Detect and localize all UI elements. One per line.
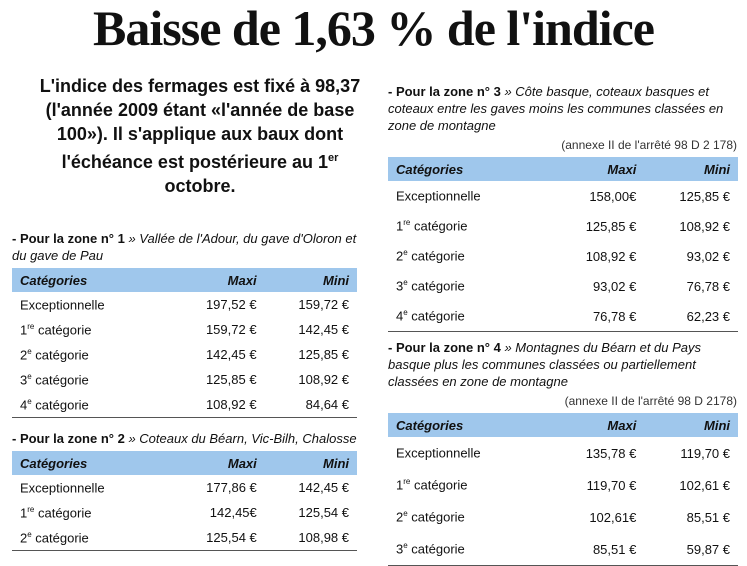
mini-cell: 125,85 € <box>298 347 349 362</box>
mini-cell: 84,64 € <box>265 392 357 418</box>
maxi-cell: 142,45 € <box>205 347 257 362</box>
intro-text: L'indice des fermages est fixé à 98,37 (l'année 2009 étant «l'année de base 100»). Il s'applique aux baux dont l'échéance est postérieure au 1 <box>39 76 361 172</box>
category-cell: 4e catégorie <box>388 301 550 332</box>
header-maxi: Maxi <box>227 455 257 471</box>
table-header-row <box>388 413 738 437</box>
maxi-cell: 135,78 € <box>585 445 637 461</box>
maxi-cell: 159,72 € <box>205 322 257 337</box>
maxi-cell: 158,00€ <box>589 188 637 204</box>
zone-1-lead: - Pour la zone n° 1 <box>12 231 125 246</box>
table-row <box>388 211 738 241</box>
header-mini: Mini <box>323 272 349 288</box>
category-cell: Exceptionnelle <box>396 188 481 204</box>
intro-paragraph <box>30 74 370 198</box>
maxi-cell: 76,78 € <box>550 301 644 332</box>
header-maxi: Maxi <box>607 417 637 433</box>
header-maxi: Maxi <box>607 161 637 177</box>
maxi-cell: 125,85 € <box>205 372 257 387</box>
mini-cell: 125,54 € <box>298 505 349 520</box>
table-row <box>12 475 357 500</box>
category-cell: 1re catégorie <box>396 218 468 234</box>
table-row <box>388 301 738 332</box>
category-cell: 3e catégorie <box>388 533 550 566</box>
zone-2-table <box>12 451 357 551</box>
zone-1-description: » Vallée de l'Adour, du gave d'Oloron et du gave de Pau <box>12 231 357 263</box>
table-header-row <box>388 157 738 181</box>
mini-cell: 102,61 € <box>679 477 730 493</box>
table-row <box>12 342 357 367</box>
category-cell: Exceptionnelle <box>20 480 105 496</box>
zone-4-heading <box>388 339 740 390</box>
mini-cell: 159,72 € <box>298 297 349 312</box>
mini-cell: 108,98 € <box>265 525 357 551</box>
zone-2-heading <box>12 430 364 447</box>
maxi-cell: 108,92 € <box>172 392 264 418</box>
mini-cell: 76,78 € <box>686 278 730 294</box>
zone-1-heading <box>12 230 364 264</box>
table-row <box>388 437 738 469</box>
zone-4-table <box>388 413 738 566</box>
category-cell: 3e catégorie <box>396 278 465 294</box>
zone-2-description: » Coteaux du Béarn, Vic-Bilh, Chalosse <box>124 431 357 446</box>
maxi-cell: 197,52 € <box>205 297 257 312</box>
table-row <box>12 317 357 342</box>
table-header-row <box>12 451 357 475</box>
mini-cell: 119,70 € <box>680 445 730 461</box>
maxi-cell: 119,70 € <box>586 477 637 493</box>
zone-3-table <box>388 157 738 332</box>
table-row <box>388 181 738 211</box>
table-row <box>388 469 738 501</box>
category-cell: 3e catégorie <box>20 371 89 388</box>
category-cell: 2e catégorie <box>20 346 89 363</box>
zone-3-description: » Côte basque, coteaux basques et coteaux entre les gaves moins les communes classées en zone de montagne <box>388 84 724 133</box>
mini-cell: 93,02 € <box>686 248 730 264</box>
table-row <box>388 241 738 271</box>
maxi-cell: 85,51 € <box>550 533 644 566</box>
category-cell: Exceptionnelle <box>20 297 105 313</box>
header-mini: Mini <box>704 161 730 177</box>
table-header-row <box>12 268 357 292</box>
maxi-cell: 93,02 € <box>592 278 637 294</box>
header-categories: Catégories <box>396 417 464 433</box>
table-row <box>388 533 738 566</box>
mini-cell: 125,85 € <box>679 188 730 204</box>
mini-cell: 142,45 € <box>298 480 349 495</box>
intro-text-end: octobre. <box>164 176 236 196</box>
zone-2-lead: - Pour la zone n° 2 <box>12 431 125 446</box>
maxi-cell: 108,92 € <box>585 248 637 264</box>
header-mini: Mini <box>704 417 730 433</box>
header-mini: Mini <box>323 455 349 471</box>
mini-cell: 59,87 € <box>644 533 738 566</box>
zone-3-lead: - Pour la zone n° 3 <box>388 84 501 99</box>
table-row <box>12 292 357 317</box>
zone-3-heading <box>388 83 740 134</box>
mini-cell: 142,45 € <box>298 322 349 337</box>
maxi-cell: 142,45€ <box>209 505 257 520</box>
mini-cell: 108,92 € <box>679 218 730 234</box>
category-cell: 1re catégorie <box>20 321 92 338</box>
category-cell: 1re catégorie <box>20 504 92 521</box>
table-row <box>12 525 357 551</box>
category-cell: 4e catégorie <box>12 392 172 418</box>
category-cell: 2e catégorie <box>396 248 465 264</box>
mini-cell: 62,23 € <box>644 301 738 332</box>
maxi-cell: 102,61€ <box>589 509 637 525</box>
table-row <box>12 367 357 392</box>
maxi-cell: 125,54 € <box>172 525 265 551</box>
zone-4-annex: (annexe II de l'arrêté 98 D 2178) <box>564 394 737 408</box>
table-row <box>388 501 738 533</box>
header-categories: Catégories <box>396 161 464 177</box>
header-categories: Catégories <box>20 272 88 288</box>
page-title: Baisse de 1,63 % de l'indice <box>93 0 654 56</box>
zone-3-annex: (annexe II de l'arrêté 98 D 2 178) <box>561 138 737 152</box>
table-row <box>12 392 357 418</box>
zone-4-lead: - Pour la zone n° 4 <box>388 340 501 355</box>
category-cell: 1re catégorie <box>396 477 468 493</box>
zone-1-table <box>12 268 357 418</box>
category-cell: Exceptionnelle <box>396 445 481 461</box>
mini-cell: 85,51 € <box>686 509 730 525</box>
header-maxi: Maxi <box>227 272 257 288</box>
table-row <box>12 500 357 525</box>
header-categories: Catégories <box>20 455 88 471</box>
intro-sup: er <box>328 152 339 164</box>
table-row <box>388 271 738 301</box>
maxi-cell: 177,86 € <box>206 480 257 495</box>
zone-4-description: » Montagnes du Béarn et du Pays basque plus les communes classées ou partiellement classées en zone de montagne <box>388 340 702 389</box>
mini-cell: 108,92 € <box>298 372 349 387</box>
category-cell: 2e catégorie <box>12 525 172 551</box>
category-cell: 2e catégorie <box>396 509 465 525</box>
maxi-cell: 125,85 € <box>585 218 637 234</box>
